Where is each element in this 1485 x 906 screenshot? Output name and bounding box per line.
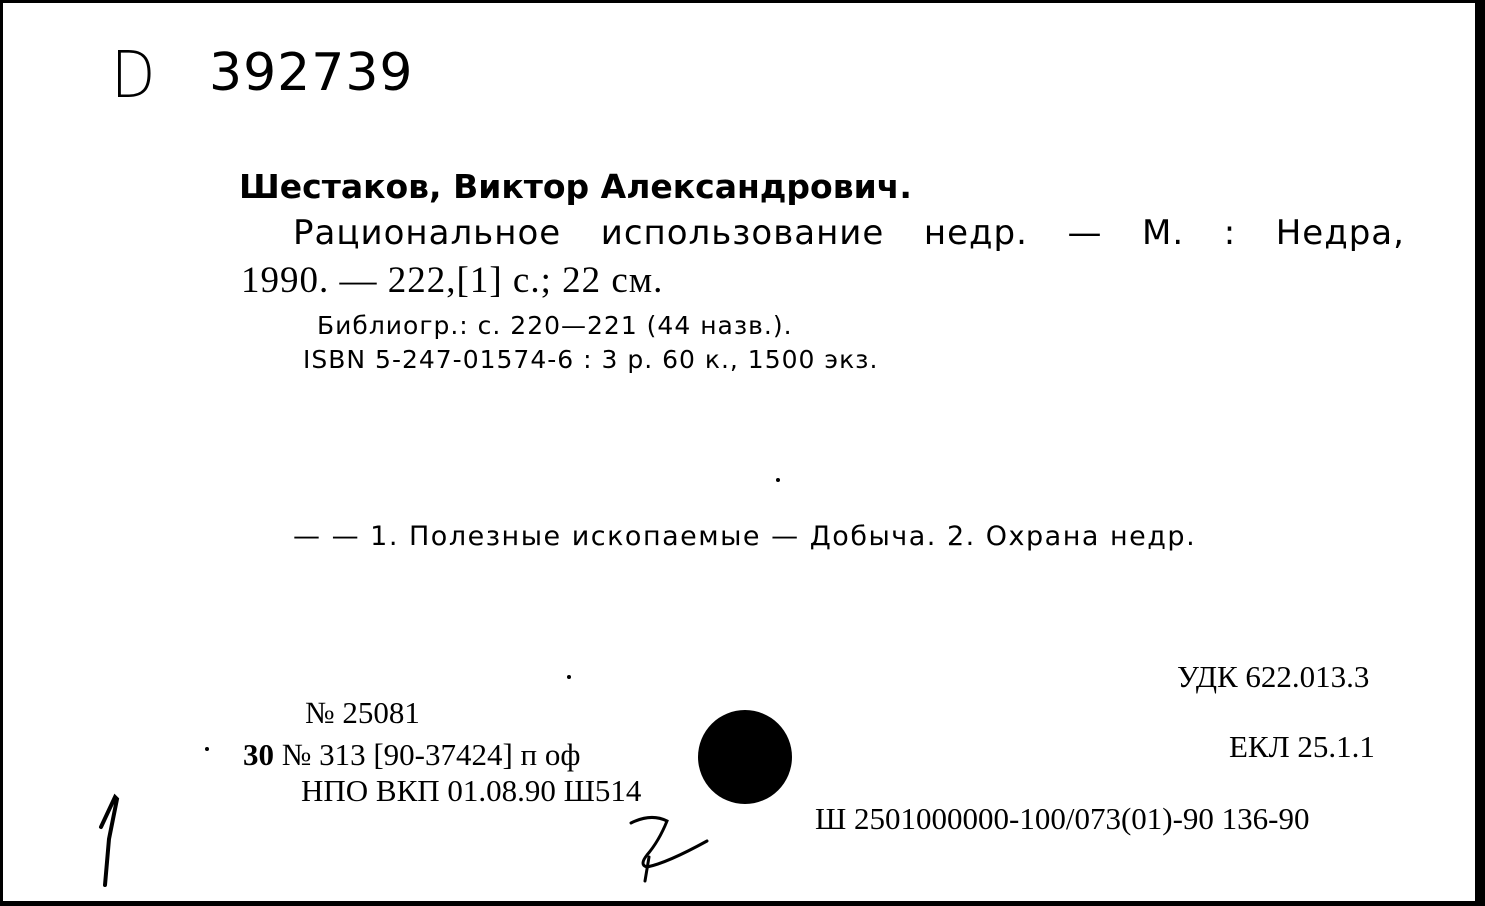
title-word: Рациональное xyxy=(293,213,562,253)
call-number-letter: D xyxy=(111,39,156,113)
handwritten-two-mark xyxy=(627,811,713,887)
title-word: М. xyxy=(1142,213,1185,253)
speck xyxy=(567,675,571,679)
bibliography-note: Библиогр.: с. 220—221 (44 назв.). xyxy=(317,311,793,340)
print-order-line xyxy=(243,737,580,773)
order-number: № 25081 xyxy=(305,695,420,730)
handwritten-one-mark xyxy=(95,793,135,889)
title-word: недр. xyxy=(923,213,1028,253)
print-run-prefix: 30 xyxy=(243,737,274,772)
print-order-text: № 313 [90-37424] п оф xyxy=(281,737,581,772)
sh-code: Ш 2501000000-100/073(01)-90 136-90 xyxy=(815,801,1310,836)
title-word: использование xyxy=(600,213,885,253)
punch-hole xyxy=(698,710,792,804)
speck xyxy=(205,747,209,751)
scan-border xyxy=(1475,0,1485,906)
call-number: 392739 xyxy=(209,43,414,103)
title-line xyxy=(293,213,1405,253)
subject-headings: — — 1. Полезные ископаемые — Добыча. 2. Охрана недр. xyxy=(293,521,1197,552)
title-word: : xyxy=(1223,213,1237,253)
udk-code: УДК 622.013.3 xyxy=(1177,659,1370,694)
author-heading: Шестаков, Виктор Александрович. xyxy=(239,167,912,206)
title-word: — xyxy=(1067,213,1103,253)
printer-line: НПО ВКП 01.08.90 Ш514 xyxy=(301,773,642,808)
isbn-line: ISBN 5-247-01574-6 : 3 р. 60 к., 1500 экз. xyxy=(303,345,879,374)
ekl-code: ЕКЛ 25.1.1 xyxy=(1229,729,1375,764)
speck xyxy=(776,478,780,482)
title-word: Недра, xyxy=(1275,213,1405,253)
catalog-card xyxy=(3,3,1475,901)
imprint-line: 1990. — 222,[1] с.; 22 см. xyxy=(241,260,664,301)
